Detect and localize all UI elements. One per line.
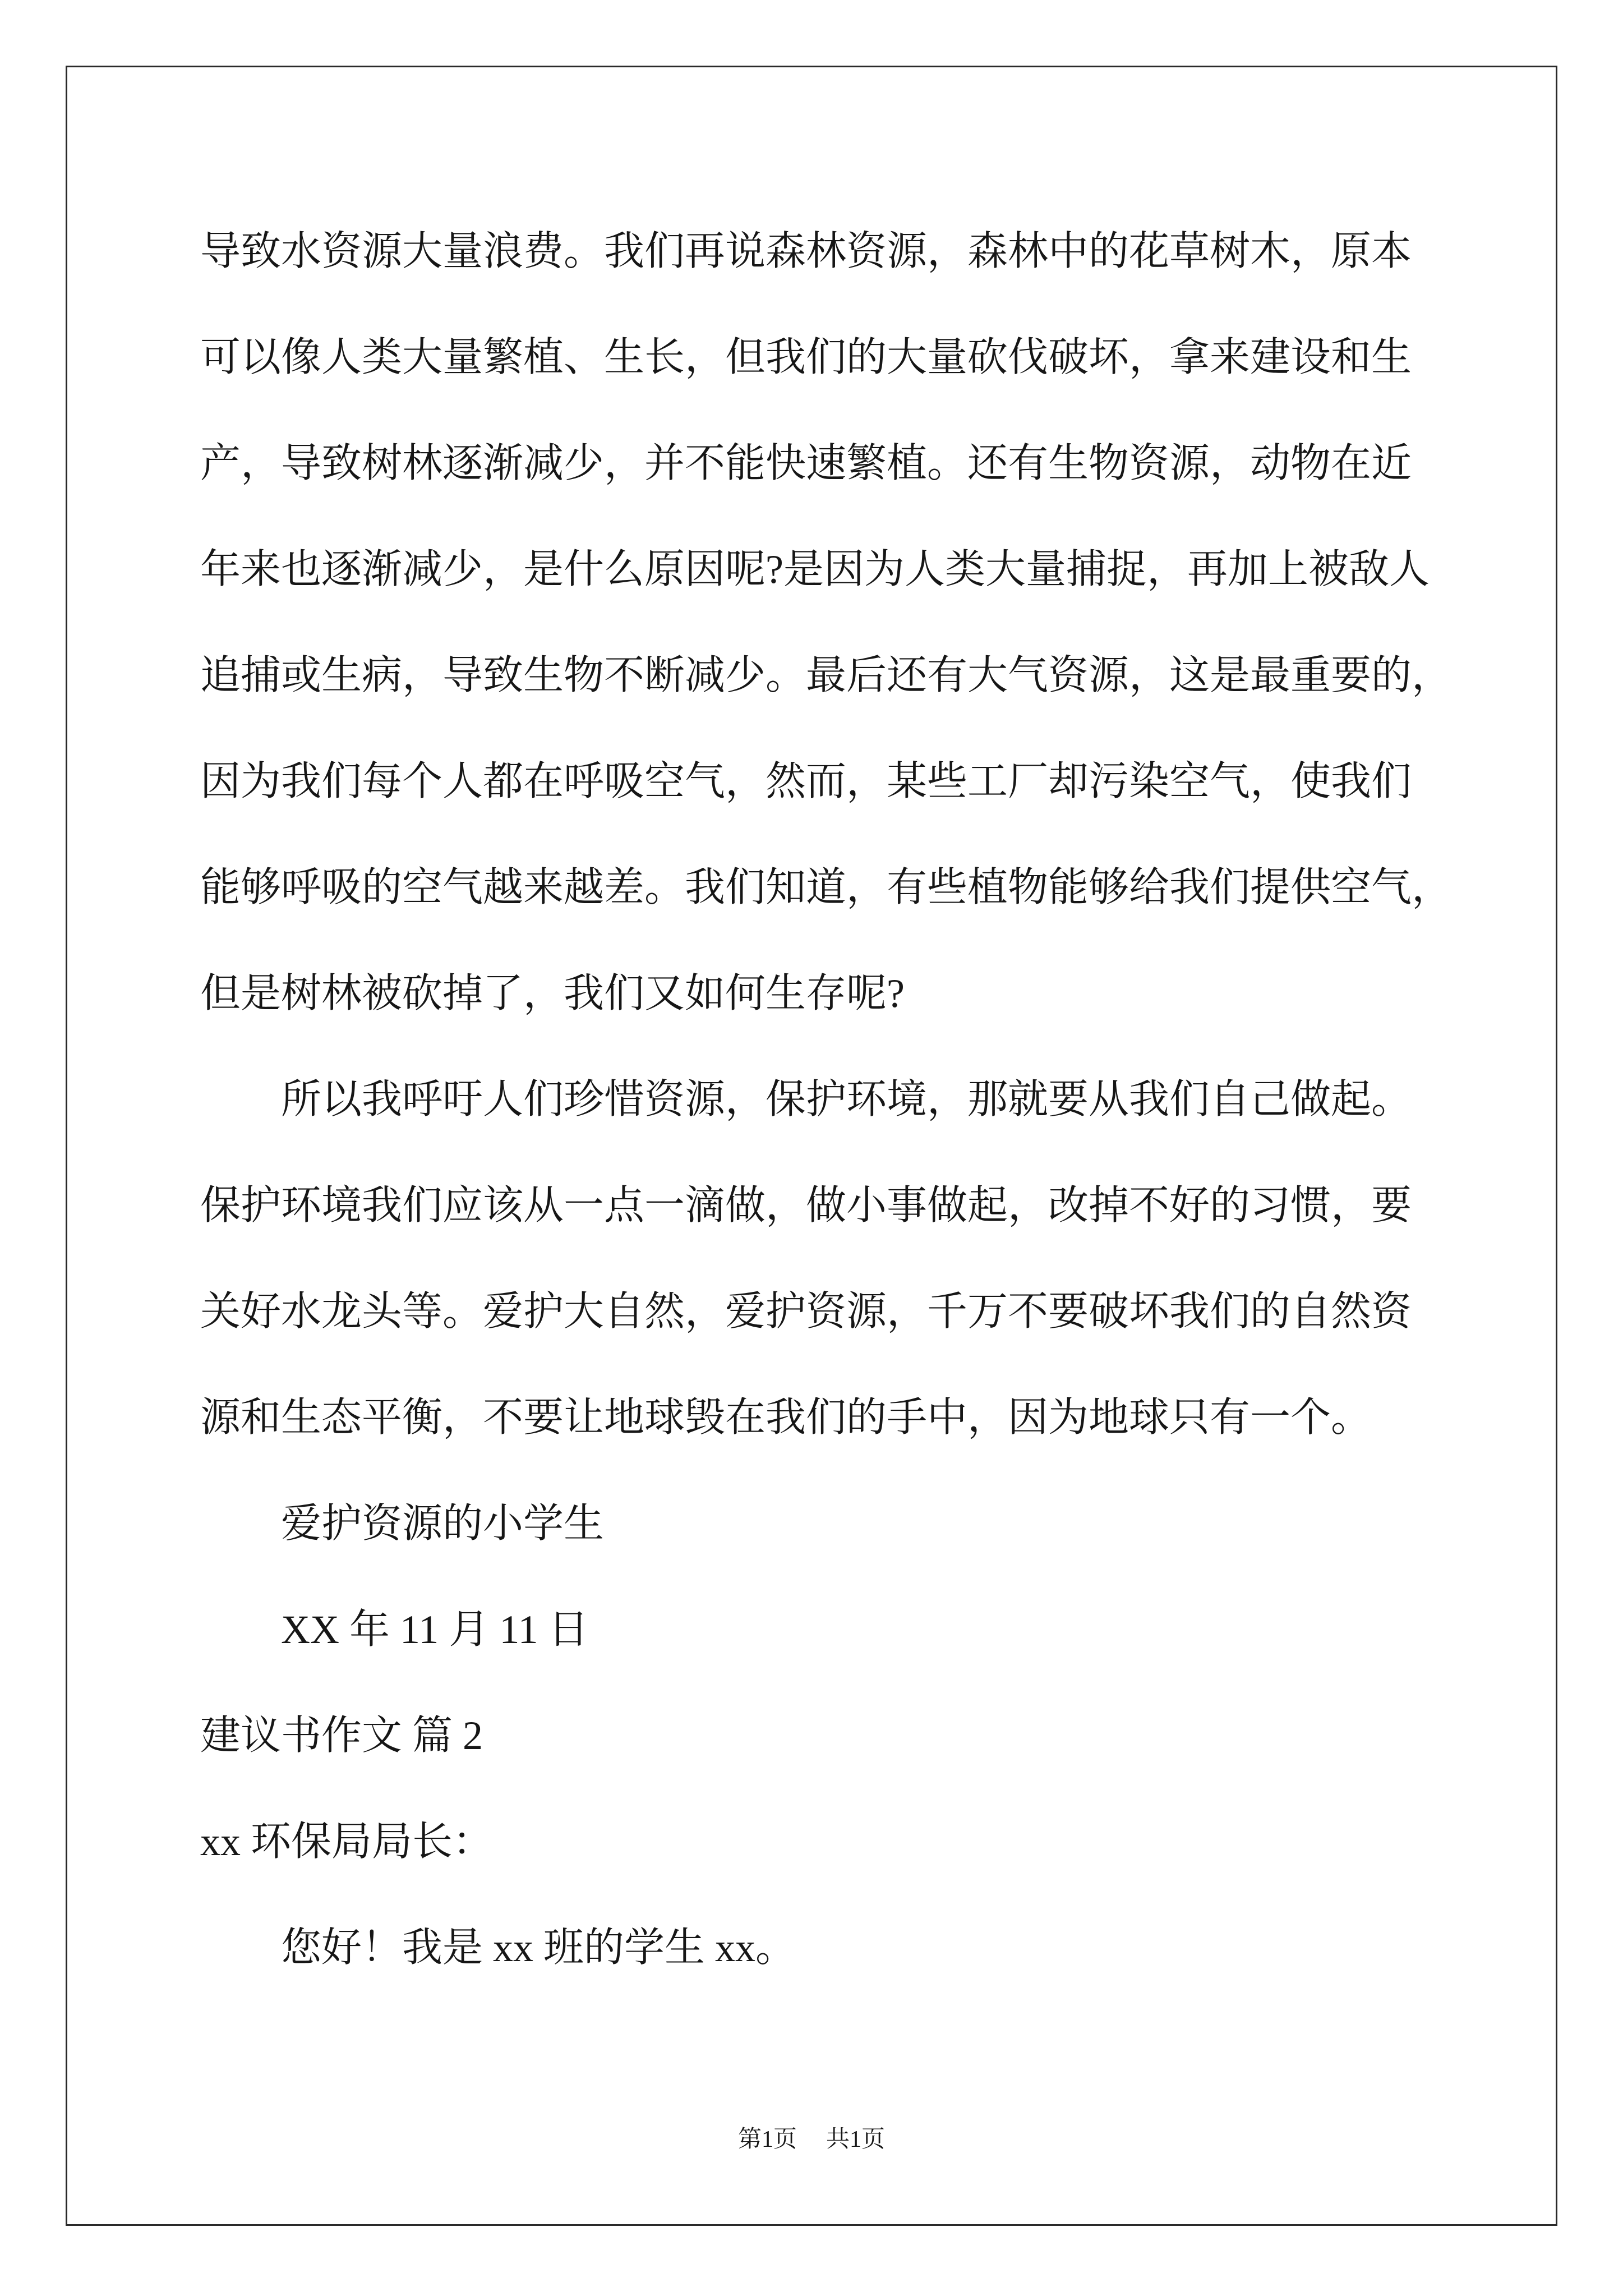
text-line: 因为我们每个人都在呼吸空气，然而，某些工厂却污染空气，使我们 [200,759,1412,804]
text-line: 能够呼吸的空气越来越差。我们知道，有些植物能够给我们提供空气， [200,865,1453,910]
text-line: 追捕或生病，导致生物不断减少。最后还有大气资源，这是最重要的， [200,653,1453,698]
signature: 爱护资源的小学生 [281,1501,605,1546]
salutation: xx 环保局局长： [200,1819,494,1864]
text-line: 年来也逐渐减少，是什么原因呢?是因为人类大量捕捉，再加上被敌人 [200,547,1430,592]
text-line: 产，导致树林逐渐减少，并不能快速繁植。还有生物资源，动物在近 [200,441,1412,486]
page-number-total: 共1页 [826,2127,886,2152]
text-line: 所以我呼吁人们珍惜资源，保护环境，那就要从我们自己做起。 [281,1077,1412,1122]
page-footer [0,2125,1623,2154]
section-heading: 建议书作文 篇 2 [200,1713,483,1758]
greeting: 您好！我是 xx 班的学生 xx。 [281,1925,796,1970]
text-line: 保护环境我们应该从一点一滴做，做小事做起，改掉不好的习惯，要 [200,1183,1412,1228]
text-line: 但是树林被砍掉了，我们又如何生存呢? [200,971,905,1016]
text-line: 源和生态平衡，不要让地球毁在我们的手中，因为地球只有一个。 [200,1395,1372,1440]
letter-date: XX 年 11 月 11 日 [281,1607,589,1652]
text-line: 导致水资源大量浪费。我们再说森林资源，森林中的花草树木，原本 [200,229,1412,274]
text-line: 关好水龙头等。爱护大自然，爱护资源，千万不要破坏我们的自然资 [200,1289,1412,1334]
page-number-current: 第1页 [737,2127,797,2152]
document-body [200,199,1452,2001]
text-line: 可以像人类大量繁植、生长，但我们的大量砍伐破坏，拿来建设和生 [200,335,1412,380]
